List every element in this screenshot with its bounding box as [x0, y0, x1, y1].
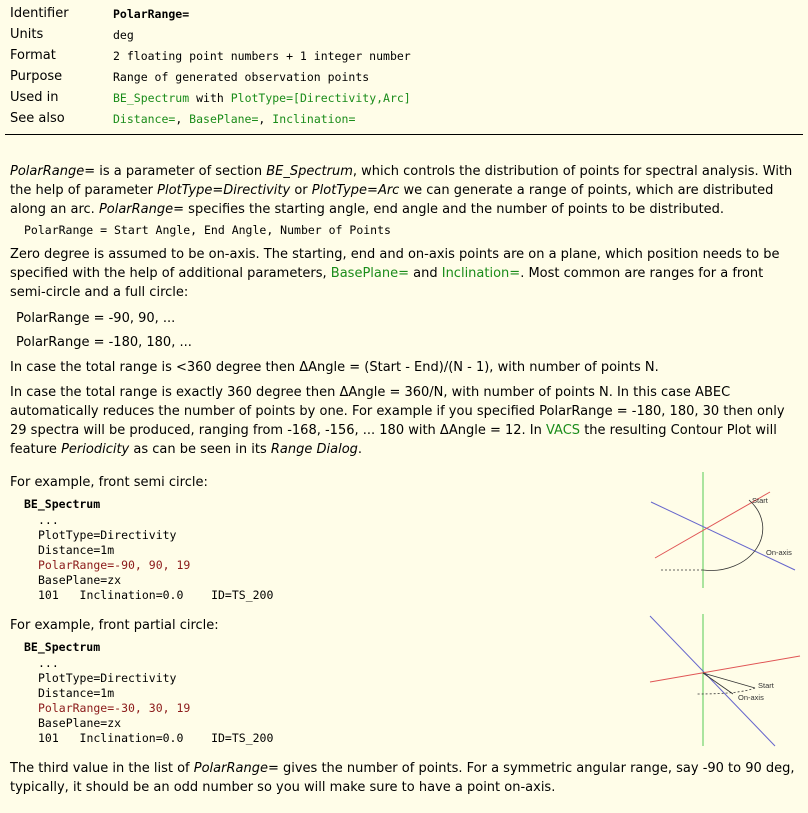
format-value: 2 floating point numbers + 1 integer number: [113, 49, 411, 63]
code-line: Distance=1m: [38, 686, 115, 700]
code-line: BasePlane=zx: [38, 573, 122, 587]
be-spectrum-link[interactable]: BE_Spectrum: [113, 91, 190, 105]
code-line: Distance=1m: [38, 543, 115, 557]
less360-paragraph: In case the total range is <360 degree then ΔAngle = (Start - End)/(N - 1), with number of points N.: [10, 360, 659, 375]
example1-section: BE_Spectrum: [24, 497, 101, 511]
code-line: 101 Inclination=0.0 ID=TS_200: [38, 731, 274, 745]
seealso-label: See also: [10, 111, 65, 126]
seealso-value: Distance=, BasePlane=, Inclination=: [113, 112, 356, 126]
divider: [5, 134, 803, 135]
inclination-link[interactable]: Inclination=: [441, 266, 521, 281]
identifier-label: Identifier: [10, 6, 69, 21]
code-line: PlotType=Directivity: [38, 671, 177, 685]
example1-heading: For example, front semi circle:: [10, 475, 208, 490]
code-line: BasePlane=zx: [38, 716, 122, 730]
code-line: ...: [38, 513, 59, 527]
onaxis-label: On-axis: [738, 693, 764, 702]
example2-section: BE_Spectrum: [24, 640, 101, 654]
exact360-paragraph: In case the total range is exactly 360 degree then ΔAngle = 360/N, with number of points N. In this case ABEC automatically reduces the number of points by one. For example if you specified PolarRange = -180, 180, 30 then only 29 spectra will be produced, ranging from -168, -156, ... 180 with ΔAngle = 12. In VACS the resulting Contour Plot will feature Periodicity as can be seen in its Range Dialog.: [10, 385, 785, 457]
onaxis-line: [650, 616, 775, 746]
usedin-label: Used in: [10, 90, 59, 105]
start-ray: [703, 673, 755, 688]
code-line: 101 Inclination=0.0 ID=TS_200: [38, 588, 274, 602]
zero-paragraph: Zero degree is assumed to be on-axis. The starting, end and on-axis points are on a plane, which position needs to be specified with the help of additional parameters, BasePlane= and Inclination=. Most common are ranges for a front semi-circle and a full circle:: [10, 247, 780, 300]
plottype-link[interactable]: PlotType=[Directivity,Arc]: [230, 91, 411, 105]
onaxis-line: [651, 502, 795, 570]
final-paragraph: The third value in the list of PolarRange= gives the number of points. For a symmetric angular range, say -90 to 90 deg, typically, it should be an odd number so you will make sure to have a point on-axis.: [10, 761, 795, 795]
baseplane-link[interactable]: BasePlane=: [330, 266, 409, 281]
example-full: PolarRange = -180, 180, ...: [16, 335, 192, 350]
code-line: ...: [38, 656, 59, 670]
arc: [703, 500, 763, 570]
partial-circle-figure: [645, 612, 805, 750]
code-line: PlotType=Directivity: [38, 528, 177, 542]
units-label: Units: [10, 27, 44, 42]
identifier-value: PolarRange=: [113, 7, 190, 21]
start-label: Start: [758, 681, 774, 690]
units-value: deg: [113, 28, 134, 42]
start-label: Start: [752, 496, 768, 505]
inclination-link[interactable]: Inclination=: [272, 112, 356, 126]
syntax-line: PolarRange = Start Angle, End Angle, Number of Points: [24, 223, 391, 237]
code-line-highlight: PolarRange=-30, 30, 19: [38, 701, 191, 715]
purpose-label: Purpose: [10, 69, 63, 84]
arc-ray: [703, 673, 733, 694]
example-semi: PolarRange = -90, 90, ...: [16, 311, 176, 326]
distance-link[interactable]: Distance=: [113, 112, 176, 126]
example2-heading: For example, front partial circle:: [10, 618, 219, 633]
format-label: Format: [10, 48, 56, 63]
onaxis-label: On-axis: [766, 548, 792, 557]
vacs-link[interactable]: VACS: [546, 423, 581, 438]
code-line-highlight: PolarRange=-90, 90, 19: [38, 558, 191, 572]
semi-circle-figure: [645, 470, 805, 590]
usedin-value: BE_Spectrum with PlotType=[Directivity,Arc]: [113, 91, 411, 105]
baseplane-link[interactable]: BasePlane=: [189, 112, 259, 126]
purpose-value: Range of generated observation points: [113, 70, 370, 84]
base-line: [650, 656, 800, 682]
intro-paragraph: PolarRange= is a parameter of section BE_Spectrum, which controls the distribution of points for spectral analysis. With the help of parameter PlotType=Directivity or PlotType=Arc we can generate a range of points, which are distributed along an arc. PolarRange= specifies the starting angle, end angle and the number of points to be distributed.: [10, 164, 793, 217]
